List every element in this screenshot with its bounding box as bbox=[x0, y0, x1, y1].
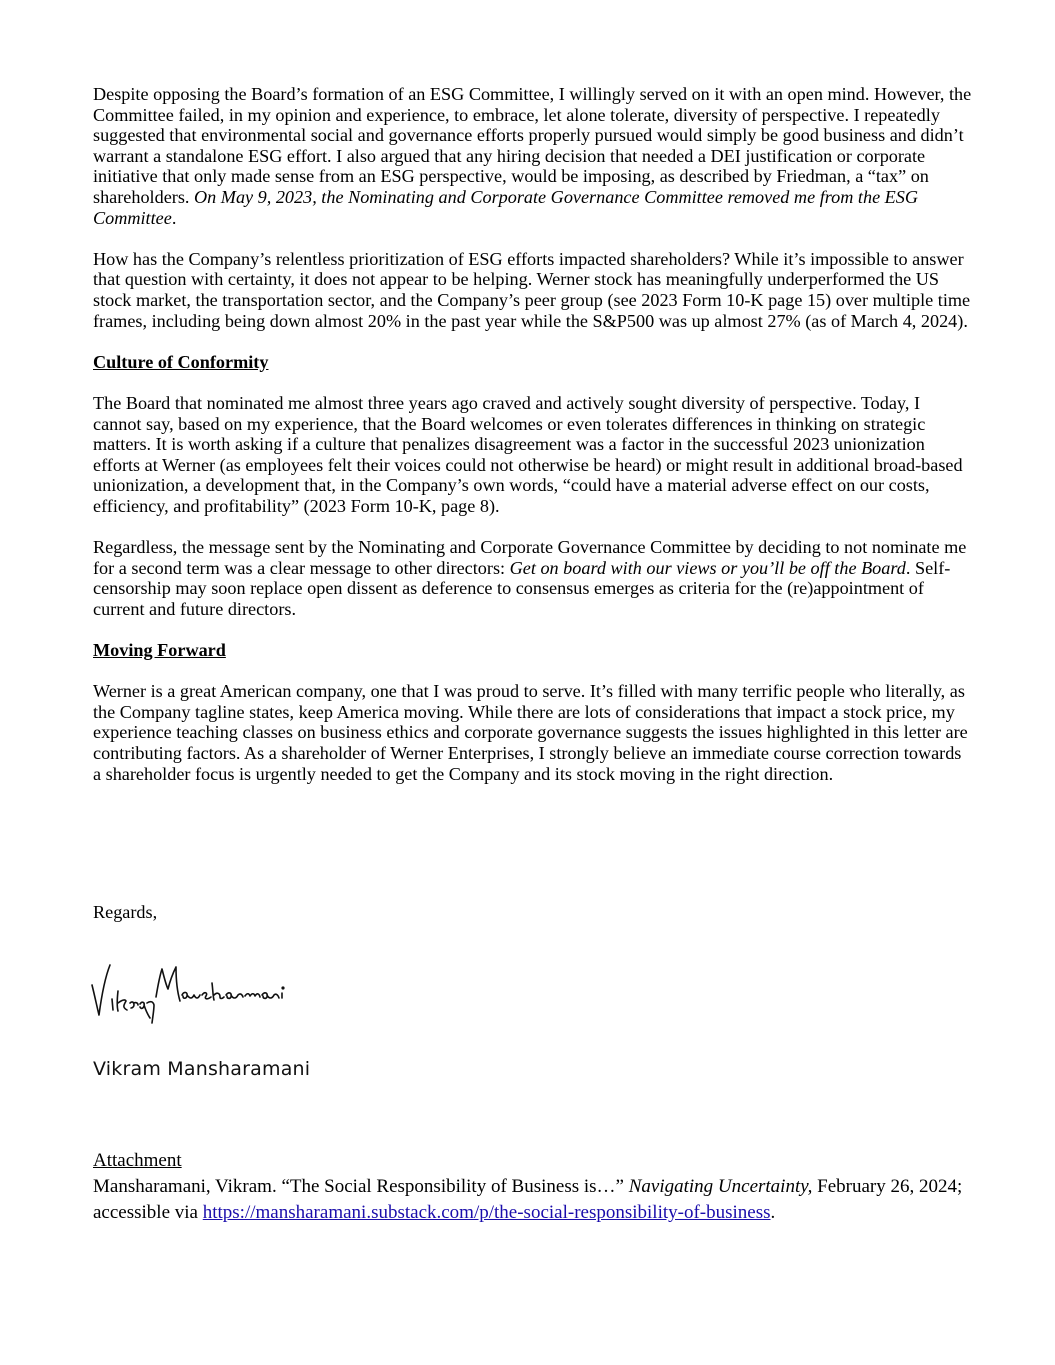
italic-board-message: Get on board with our views or you’ll be off the Board bbox=[509, 557, 906, 578]
paragraph-moving-forward: Werner is a great American company, one that I was proud to serve. It’s filled with many terrific people who literally, as the Company tagline states, keep America moving. While there are lots of considerations that impact a stock price, my experience teaching classes on business ethics and corporate governance suggests the issues highlighted in this letter are contributing factors. As a shareholder of Werner Enterprises, I strongly believe an immediate course correction towards a shareholder focus is urgently needed to get the Company and its stock moving in the right direction. bbox=[93, 681, 968, 784]
letter-body bbox=[93, 84, 973, 784]
paragraph-esg-committee: Despite opposing the Board’s formation of an ESG Committee, I willingly served on it with an open mind. However, the Committee failed, in my opinion and experience, to embrace, let alone tolerate, diversity of perspective. I repeatedly suggested that environmental social and governance efforts properly pursued would simply be good business and didn’t warrant a standalone ESG effort. I also argued that any hiring decision that needed a DEI justification or corporate initiative that only made sense from an ESG perspective, would be imposing, as described by Friedman, a “tax” on shareholders. On May 9, 2023, the Nominating and Corporate Governance Committee removed me from the ESG Committee. bbox=[93, 84, 972, 228]
signature-name-text bbox=[291, 955, 292, 956]
paragraph-shareholder-impact: How has the Company’s relentless prioritization of ESG efforts impacted shareholders? While it’s impossible to answer that question with certainty, it does not appear to be helping. Werner stock has meaningfully underperformed the US stock market, the transportation sector, and the Company’s peer group (see 2023 Form 10-K page 15) over multiple time frames, including being down almost 20% in the past year while the S&P500 was up almost 27% (as of March 4, 2024). bbox=[93, 248, 971, 331]
attachment-label: Attachment bbox=[93, 1150, 182, 1171]
italic-removal-statement: On May 9, 2023, the Nominating and Corporate Governance Committee removed me from the ESG Committee bbox=[93, 186, 919, 228]
typed-signer-name: Vikram Mansharamani bbox=[93, 1058, 311, 1080]
closing-regards: Regards, bbox=[93, 902, 158, 922]
paragraph-regardless: Regardless, the message sent by the Nominating and Corporate Governance Committee by deciding to not nominate me for a second term was a clear message to other directors: Get on board with our views or you’ll be off the Board. Self-censorship may soon replace open dissent as deference to consensus emerges as criteria for the (re)appointment of current and future directors. bbox=[93, 537, 967, 619]
heading-moving-forward: Moving Forward bbox=[93, 640, 226, 661]
attachment-section bbox=[93, 1148, 973, 1226]
handwritten-signature bbox=[86, 955, 291, 1030]
citation-publication: Navigating Uncertainty, bbox=[628, 1176, 813, 1197]
citation-link[interactable]: https://mansharamani.substack.com/p/the-social-responsibility-of-business bbox=[202, 1202, 771, 1223]
attachment-citation: Mansharamani, Vikram. “The Social Responsibility of Business is…” Navigating Uncertainty, February 26, 2024; accessible via https://mansharamani.substack.com/p/the-social-responsibility-of-business. bbox=[93, 1176, 963, 1223]
heading-culture-of-conformity: Culture of Conformity bbox=[93, 351, 269, 372]
signature-image bbox=[86, 955, 291, 1030]
paragraph-culture: The Board that nominated me almost three years ago craved and actively sought diversity of perspective. Today, I cannot say, based on my experience, that the Board welcomes or even tolerates differences in thinking on strategic matters. It is worth asking if a culture that penalizes disagreement was a factor in the successful 2023 unionization efforts at Werner (as employees felt their voices could not otherwise be heard) or might result in additional broad-based unionization, a development that, in the Company’s own words, “could have a material adverse effect on our costs, efficiency, and profitability” (2023 Form 10-K, page 8). bbox=[93, 392, 963, 516]
